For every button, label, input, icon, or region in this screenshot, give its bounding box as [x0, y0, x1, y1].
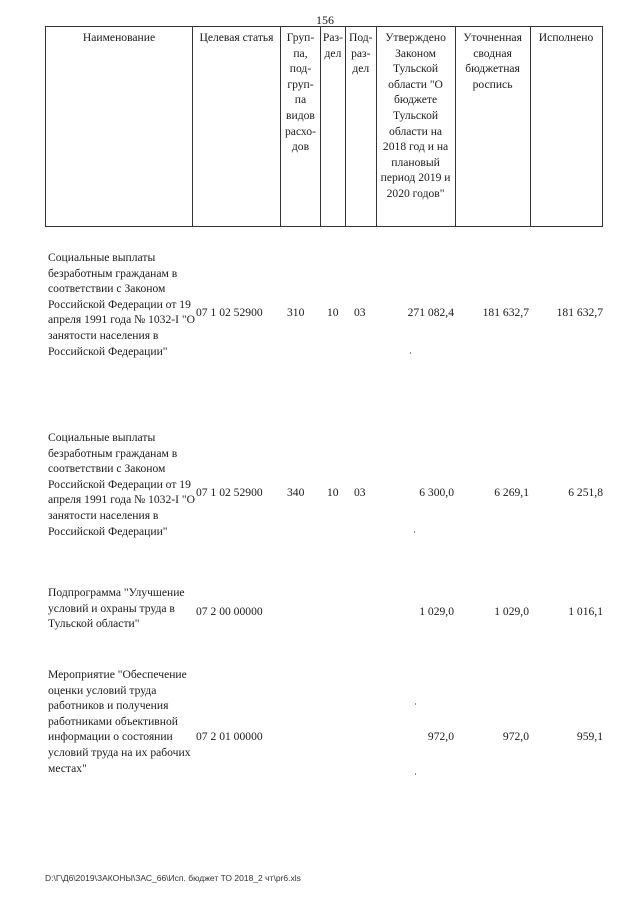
row-name: Социальные выплаты безработным гражданам в соответствии с Законом Российской Федерации от 19 апреля 1991 года № 1032-I "О занятости населения в Российской Федерации" — [48, 251, 195, 358]
row-target: 07 1 02 52900 — [196, 306, 263, 319]
scan-speck — [414, 531, 415, 533]
header-section: Раз-дел — [320, 27, 345, 227]
scan-speck — [415, 773, 416, 775]
row-approved: 972,0 — [427, 730, 454, 743]
header-subsection: Под-раз-дел — [345, 27, 376, 227]
row-target: 07 2 01 00000 — [196, 730, 263, 743]
row-subsection: 03 — [354, 306, 366, 319]
header-approved: Утверждено Законом Тульской области "О бюджете Тульской области на 2018 год и на плановый период 2019 и 2020 годов" — [376, 27, 455, 227]
header-group: Груп-па, под-груп-па видов расхо-дов — [281, 27, 321, 227]
scan-speck — [410, 352, 411, 354]
footer-file-path: D:\Г\Д6\2019\ЗАКОНЫ\ЗАС_66\Исп. бюджет ТО 2018_2 чт\pr6.xls — [45, 873, 301, 883]
row-refined: 972,0 — [502, 730, 529, 743]
row-executed: 959,1 — [576, 730, 603, 743]
row-executed: 1 016,1 — [568, 605, 603, 618]
header-refined: Уточненная сводная бюджетная роспись — [455, 27, 530, 227]
row-approved: 1 029,0 — [419, 605, 454, 618]
table-header — [45, 26, 603, 227]
header-executed: Исполнено — [530, 27, 602, 227]
row-refined: 181 632,7 — [482, 306, 529, 319]
row-executed: 6 251,8 — [568, 486, 603, 499]
row-section: 10 — [327, 486, 339, 499]
row-section: 10 — [327, 306, 339, 319]
row-group: 310 — [287, 306, 305, 319]
scan-speck — [415, 703, 416, 705]
row-name: Социальные выплаты безработным гражданам в соответствии с Законом Российской Федерации от 19 апреля 1991 года № 1032-I "О занятости населения в Российской Федерации" — [48, 431, 195, 538]
row-approved: 6 300,0 — [419, 486, 454, 499]
header-name: Наименование — [46, 27, 193, 227]
header-target: Целевая статья — [193, 27, 281, 227]
row-name: Мероприятие "Обеспечение оценки условий труда работников и получения работниками объективной информации о состоянии условий труда на их рабочих местах" — [48, 668, 191, 775]
row-name: Подпрограмма "Улучшение условий и охраны труда в Тульской области" — [48, 586, 185, 631]
row-refined: 1 029,0 — [494, 605, 529, 618]
page-number: 156 — [316, 13, 334, 27]
row-group: 340 — [287, 486, 305, 499]
row-target: 07 2 00 00000 — [196, 605, 263, 618]
row-subsection: 03 — [354, 486, 366, 499]
row-refined: 6 269,1 — [494, 486, 529, 499]
row-approved: 271 082,4 — [407, 306, 454, 319]
row-executed: 181 632,7 — [556, 306, 603, 319]
row-target: 07 1 02 52900 — [196, 486, 263, 499]
